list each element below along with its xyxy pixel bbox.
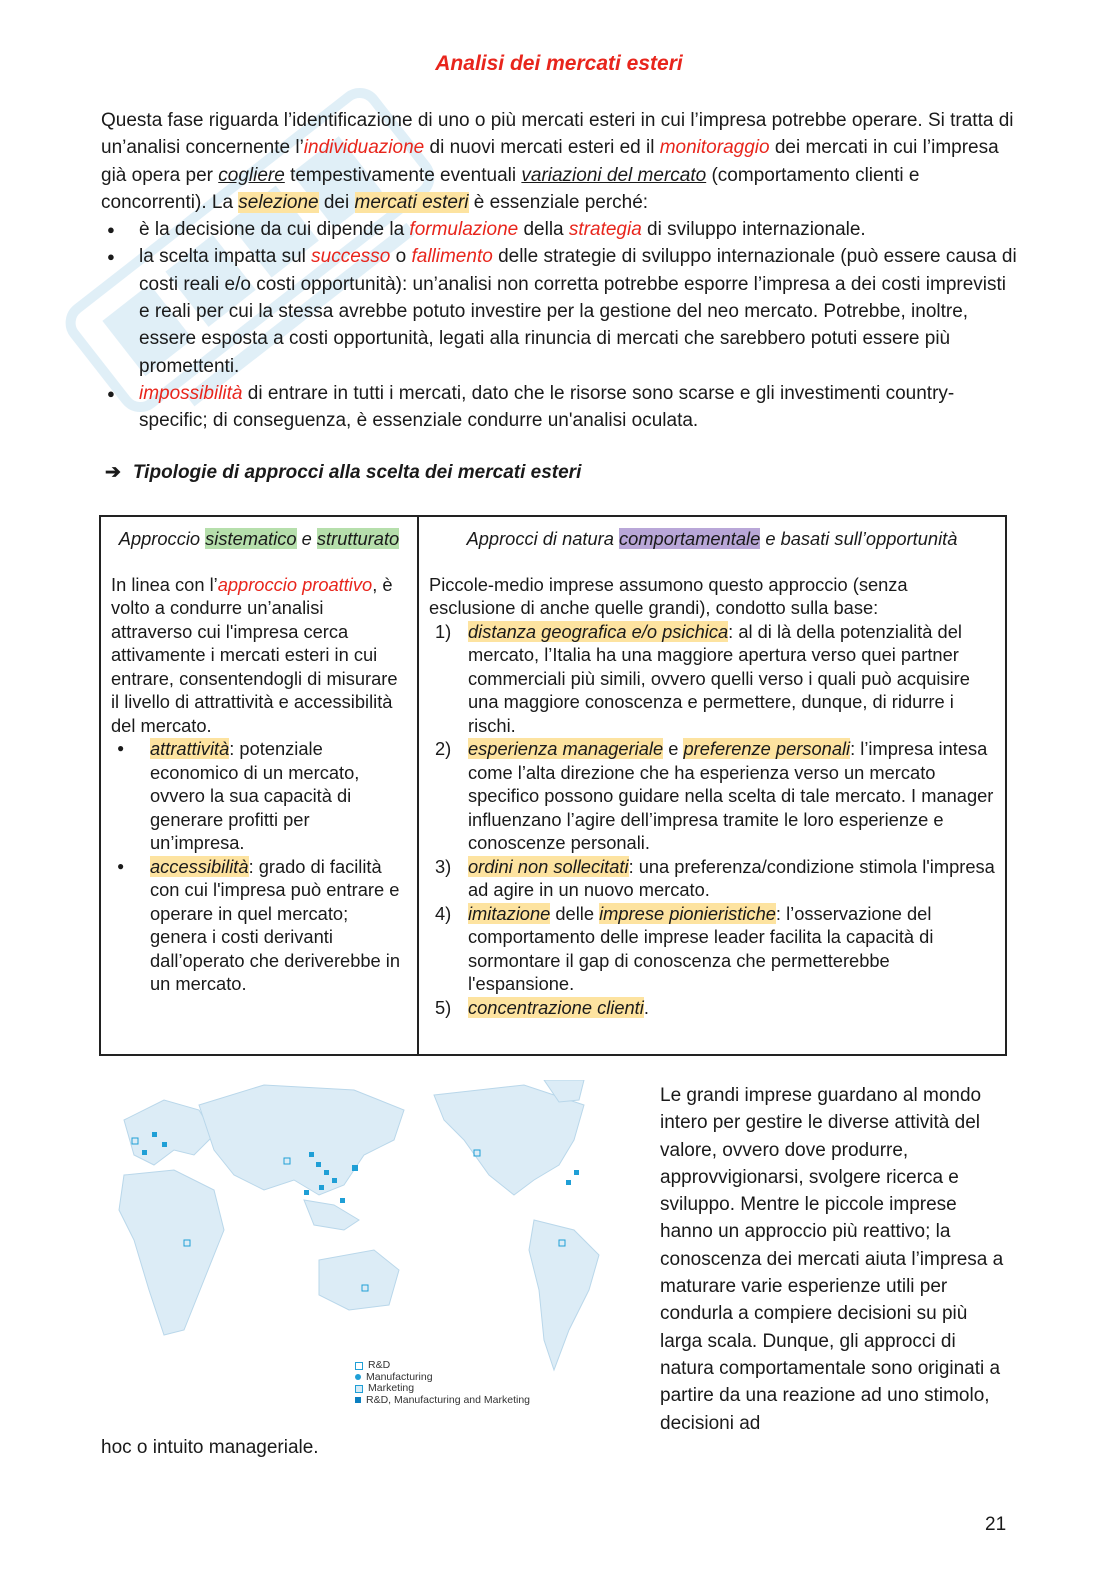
column-header: Approcci di natura comportamentale e basati sull’opportunità — [466, 528, 958, 549]
section-subheading: ➔ Tipologie di approcci alla scelta dei mercati esteri — [105, 462, 582, 483]
intro-section — [101, 107, 1021, 435]
list-item: ● è la decisione da cui dipende la formulazione della strategia di sviluppo internazionale. — [101, 216, 1021, 243]
reasons-list — [101, 216, 1021, 434]
cell-paragraph: In linea con l’approccio proattivo, è volto a condurre un’analisi attraverso cui l'impresa cerca attivamente i mercati esteri in cui entrare, consentendogli di misurare il livello di attrattività e accessibilità del mercato. — [111, 573, 398, 736]
list-item: ● impossibilità di entrare in tutti i mercati, dato che le risorse sono scarse e gli investimenti country-specific; di conseguenza, è essenziale condurre un'analisi oculata. — [101, 380, 1021, 435]
legend-item: R&D, Manufacturing and Marketing — [355, 1395, 530, 1407]
criteria-list — [111, 737, 407, 996]
approaches-table — [99, 515, 1007, 1056]
legend-item: Marketing — [355, 1383, 530, 1395]
legend-item: R&D — [355, 1360, 530, 1372]
list-item: ● accessibilità: grado di facilità con cui l'impresa può entrare e operare in quel mercato; genera i costi derivanti dall’operato che deriverebbe in un mercato. — [111, 855, 407, 996]
list-item: 5) concentrazione clienti. — [435, 996, 649, 1018]
intro-paragraph: Questa fase riguarda l’identificazione di uno o più mercati esteri in cui l’impresa potrebbe operare. Si tratta di un’analisi concernente l’individuazione di nuovi mercati esteri ed il monitoraggio dei mercati in cui l’impresa già opera per cogliere tempestivamente eventuali variazioni del mercato (comportamento clienti e concorrenti). La selezione dei mercati esteri è essenziale perché: — [101, 110, 1014, 213]
tail-paragraph: hoc o intuito manageriale. — [101, 1437, 319, 1458]
list-item: 3) ordini non sollecitati: una preferenza/condizione stimola l'impresa ad agire in un nuovo mercato. — [435, 855, 995, 900]
cell-paragraph: Piccole-medio imprese assumono questo approccio (senza esclusione di anche quelle grandi), condotto sulla base: — [429, 573, 908, 618]
list-item: ● attrattività: potenziale economico di un mercato, ovvero la sua capacità di generare profitti per un’impresa. — [111, 737, 407, 855]
systematic-approach-cell — [100, 516, 418, 1055]
list-item: 1) distanza geografica e/o psichica: al di là della potenzialità del mercato, l’Italia ha una maggiore apertura verso quei partner commerciali più simili, ovvero quelli verso i quali può acquisire una maggiore conoscenza e permettere, dunque, di ridurre i rischi. — [435, 620, 970, 736]
side-paragraph: Le grandi imprese guardano al mondo intero per gestire le diverse attività del valore, ovvero dove produrre, approvvigionarsi, svolgere ricerca e sviluppo. Mentre le piccole imprese hanno un approccio più reattivo; la conoscenza dei mercati aiuta l’impresa a maturare varie esperienze utili per condurla a compiere decisioni su più larga scala. Dunque, gli approcci di natura comportamentale sono originati a partire da una reazione ad uno stimolo, decisioni ad — [660, 1085, 1004, 1434]
behavioural-approach-cell — [418, 516, 1006, 1055]
map-legend — [355, 1360, 530, 1406]
column-header: Approccio sistematico e strutturato — [118, 528, 400, 549]
list-item: ● la scelta impatta sul successo o fallimento delle strategie di sviluppo internazionale (può essere causa di costi reali e/o costi opportunità): un’analisi non corretta potrebbe esporre l’impresa a dei costi imprevisti e reali per cui la stessa avrebbe potuto investire per la gestione del neo mercato. Potrebbe, inoltre, essere esposta a costi opportunità, legati alla rinuncia di mercati che sarebbero potuti essere più promettenti. — [101, 243, 1021, 379]
list-item: 2) esperienza manageriale e preferenze personali: l’impresa intesa come l’alta direzione che ha esperienza verso un mercato specifico possono guidare nella scelta di tale mercato. I manager influenzano l’agire dell’impresa tramite le loro esperienze e conoscenze personali. — [435, 738, 994, 853]
arrow-icon: ➔ — [105, 462, 121, 483]
factors-list — [429, 620, 995, 1020]
list-item: 4) imitazione delle imprese pionieristiche: l’osservazione del comportamento delle imprese leader facilita la capacità di sormontare il gap di conoscenza che permetterebbe l'espansione. — [435, 902, 934, 994]
legend-item: Manufacturing — [355, 1372, 530, 1384]
page-number: 21 — [985, 1514, 1007, 1535]
page-title: Analisi dei mercati esteri — [435, 52, 683, 75]
